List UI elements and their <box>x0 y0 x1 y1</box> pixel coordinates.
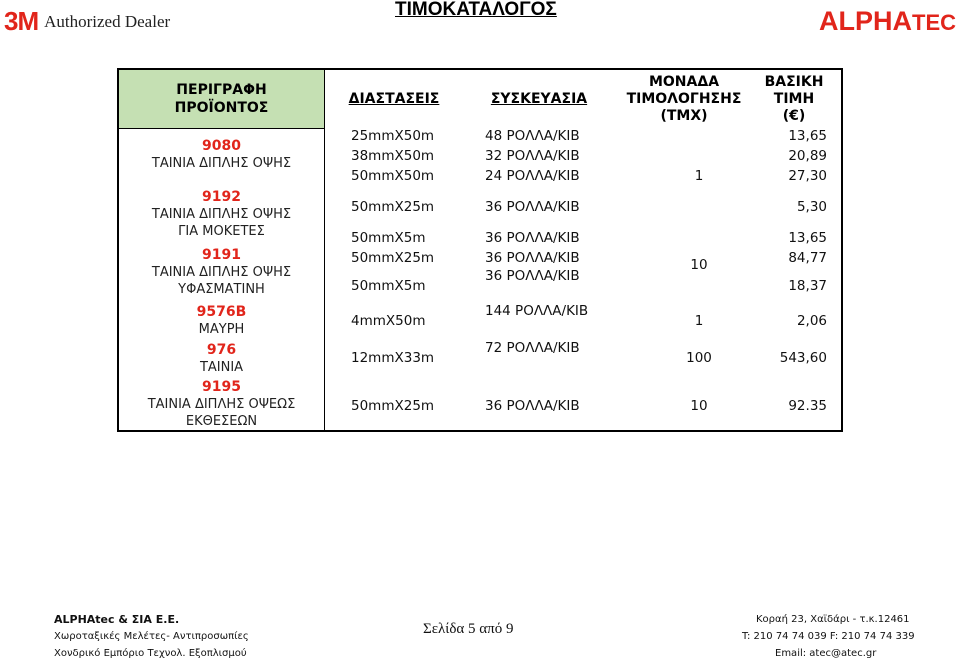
header-price-line1: ΒΑΣΙΚΗ <box>764 73 824 90</box>
page-title: ΤΙΜΟΚΑΤΑΛΟΓΟΣ <box>395 0 557 20</box>
cell-dimensions: 50mmX50m <box>351 168 435 184</box>
cell-packaging: 36 ΡΟΛΛΑ/ΚΙΒ <box>485 250 580 266</box>
product-code: 9192 <box>202 189 241 205</box>
product-name: ΤΑΙΝΙΑ ΔΙΠΛΗΣ ΟΨΕΩΣ <box>147 397 296 412</box>
cell-packaging: 36 ΡΟΛΛΑ/ΚΙΒ <box>485 230 580 246</box>
cell-dimensions: 12mmX33m <box>351 350 435 366</box>
header-unit-line3: (ΤΜΧ) <box>660 107 708 124</box>
header-price-line2: ΤΙΜΗ <box>773 90 815 107</box>
cell-price: 18,37 <box>788 278 827 294</box>
cell-dimensions: 25mmX50m <box>351 128 435 144</box>
cell-billing-unit: 1 <box>694 168 704 184</box>
cell-billing-unit: 10 <box>690 398 708 414</box>
cell-dimensions: 50mmX5m <box>351 230 426 246</box>
product-9191 <box>119 247 324 298</box>
alphatec-logo <box>819 6 956 37</box>
cell-price: 92.35 <box>788 398 827 414</box>
product-name: ΤΑΙΝΙΑ ΔΙΠΛΗΣ ΟΨΗΣ <box>151 265 292 280</box>
cell-price: 84,77 <box>788 250 827 266</box>
header-description <box>119 70 324 129</box>
cell-dimensions: 4mmX50m <box>351 313 426 329</box>
product-code: 9080 <box>202 138 241 154</box>
cell-price: 543,60 <box>779 350 827 366</box>
product-9576b <box>119 304 324 338</box>
cell-packaging: 36 ΡΟΛΛΑ/ΚΙΒ <box>485 268 580 284</box>
cell-packaging: 36 ΡΟΛΛΑ/ΚΙΒ <box>485 398 580 414</box>
page-number: Σελίδα 5 από 9 <box>423 621 514 637</box>
product-976 <box>119 342 324 376</box>
cell-price: 13,65 <box>788 230 827 246</box>
authorized-dealer-text: Authorized Dealer <box>44 11 171 31</box>
footer-company-name: ALPHAtec & ΣΙΑ Ε.Ε. <box>54 613 180 626</box>
cell-price: 27,30 <box>788 168 827 184</box>
product-9192 <box>119 189 324 240</box>
cell-billing-unit: 10 <box>690 257 708 273</box>
price-table <box>117 68 843 432</box>
product-name: ΤΑΙΝΙΑ <box>199 360 244 375</box>
header-price-line3: (€) <box>782 107 806 124</box>
cell-packaging: 24 ΡΟΛΛΑ/ΚΙΒ <box>485 168 580 184</box>
product-name-line2: ΓΙΑ ΜΟΚΕΤΕΣ <box>178 224 265 239</box>
product-name-line2: ΕΚΘΕΣΕΩΝ <box>185 414 258 429</box>
cell-packaging: 32 ΡΟΛΛΑ/ΚΙΒ <box>485 148 580 164</box>
cell-price: 2,06 <box>796 313 827 329</box>
header-dimensions: ΔΙΑΣΤΑΣΕΙΣ <box>348 90 440 107</box>
cell-billing-unit: 100 <box>686 350 712 366</box>
cell-billing-unit: 1 <box>694 313 704 329</box>
3m-logo: 3M <box>4 6 39 36</box>
footer-email: Email: atec@atec.gr <box>775 648 877 659</box>
footer-company-line3: Χονδρικό Εμπόριο Τεχνολ. Εξοπλισμού <box>54 648 247 659</box>
header-billing-unit <box>619 70 749 128</box>
product-9080 <box>119 138 324 172</box>
alphatec-logo-tec: TEC <box>912 10 956 35</box>
footer-company-line2: Χωροταξικές Μελέτες- Αντιπροσωπίες <box>54 631 249 642</box>
header-unit-line1: ΜΟΝΑΔΑ <box>648 73 720 90</box>
footer-contact-info <box>742 611 915 662</box>
3m-authorized-dealer-logo <box>4 6 170 37</box>
cell-packaging: 144 ΡΟΛΛΑ/ΚΙΒ <box>485 303 589 319</box>
cell-packaging: 36 ΡΟΛΛΑ/ΚΙΒ <box>485 199 580 215</box>
cell-packaging: 48 ΡΟΛΛΑ/ΚΙΒ <box>485 128 580 144</box>
header-description-line1: ΠΕΡΙΓΡΑΦΗ <box>176 82 267 98</box>
footer-address: Κοραή 23, Χαϊδάρι - τ.κ.12461 <box>756 614 910 625</box>
footer-phones: T: 210 74 74 039 F: 210 74 74 339 <box>742 631 915 642</box>
header-base-price <box>754 70 834 128</box>
cell-price: 20,89 <box>788 148 827 164</box>
cell-dimensions: 50mmX25m <box>351 250 435 266</box>
alphatec-logo-main: ALPHA <box>819 6 912 36</box>
cell-dimensions: 50mmX5m <box>351 278 426 294</box>
product-name: ΤΑΙΝΙΑ ΔΙΠΛΗΣ ΟΨΗΣ <box>151 156 292 171</box>
description-column <box>119 70 325 430</box>
cell-dimensions: 50mmX25m <box>351 398 435 414</box>
cell-dimensions: 50mmX25m <box>351 199 435 215</box>
product-code: 9576B <box>196 304 247 320</box>
product-name-line2: ΥΦΑΣΜΑΤΙΝΗ <box>178 282 265 297</box>
header-packaging: ΣΥΣΚΕΥΑΣΙΑ <box>490 90 588 107</box>
header-unit-line2: ΤΙΜΟΛΟΓΗΣΗΣ <box>626 90 742 107</box>
product-code: 9195 <box>202 379 241 395</box>
cell-price: 13,65 <box>788 128 827 144</box>
cell-dimensions: 38mmX50m <box>351 148 435 164</box>
header-description-line2: ΠΡΟΪΟΝΤΟΣ <box>174 100 269 116</box>
cell-packaging: 72 ΡΟΛΛΑ/ΚΙΒ <box>485 340 580 356</box>
footer-company-info <box>54 611 249 662</box>
product-code: 9191 <box>202 247 241 263</box>
product-name: ΤΑΙΝΙΑ ΔΙΠΛΗΣ ΟΨΗΣ <box>151 207 292 222</box>
cell-price: 5,30 <box>796 199 827 215</box>
product-name: ΜΑΥΡΗ <box>198 322 245 337</box>
product-9195 <box>119 379 324 430</box>
product-code: 976 <box>206 342 237 358</box>
